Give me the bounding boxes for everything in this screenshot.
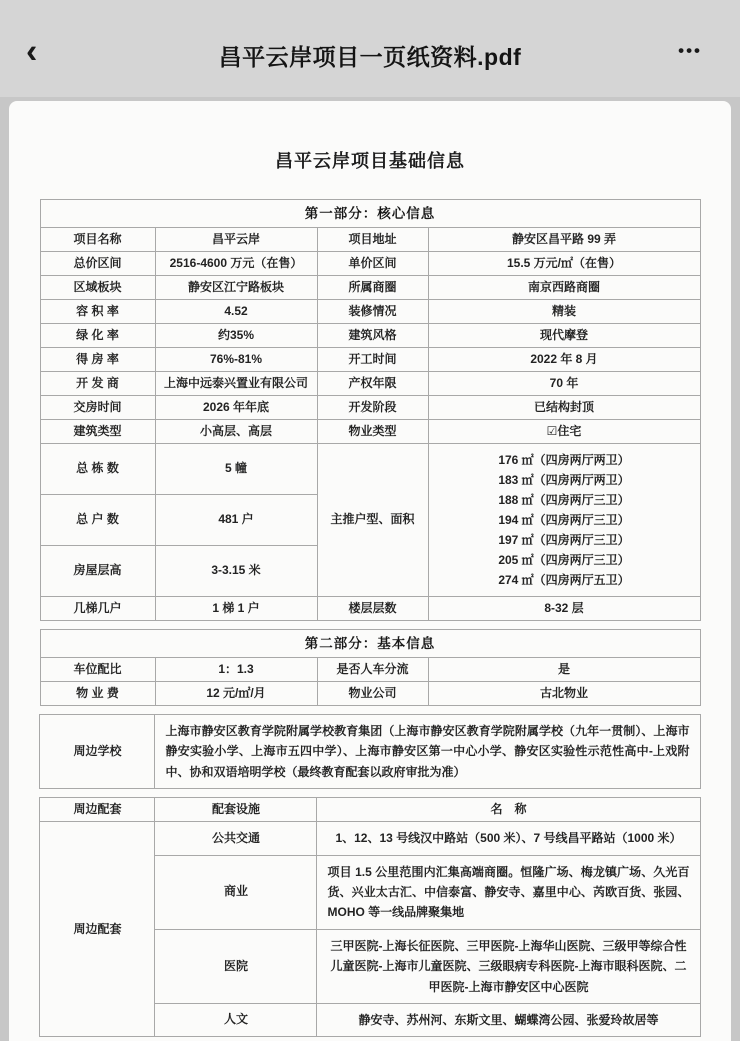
table-row: [40, 396, 700, 420]
field-label: 是否人车分流: [317, 658, 428, 682]
field-value: 2516-4600 万元（在售）: [155, 252, 317, 276]
core-info-table: [40, 199, 701, 621]
school-label: 周边学校: [40, 715, 155, 789]
field-value: 481 户: [155, 495, 317, 546]
table-row: [40, 630, 700, 658]
more-menu-icon[interactable]: •••: [678, 40, 702, 60]
field-value: 静安区昌平路 99 弄: [428, 228, 700, 252]
field-label: 所属商圈: [317, 276, 428, 300]
table-row: [40, 715, 700, 789]
field-value: 12 元/㎡/月: [155, 682, 317, 706]
name-column-header: 名 称: [317, 798, 700, 822]
field-value: 上海中远泰兴置业有限公司: [155, 372, 317, 396]
facility-desc: 1、12、13 号线汉中路站（500 米）、7 号线昌平路站（1000 米）: [317, 822, 700, 855]
unit-item: 197 ㎡（四房两厅三卫）: [498, 533, 630, 547]
field-value: 76%-81%: [155, 348, 317, 372]
field-label: 建筑风格: [317, 324, 428, 348]
section-2-header: 第二部分：基本信息: [40, 630, 700, 658]
peripheral-label: 周边配套: [40, 798, 155, 822]
field-label: 物 业 费: [40, 682, 155, 706]
field-label: 绿 化 率: [40, 324, 155, 348]
table-row: [40, 682, 700, 706]
unit-item: 176 ㎡（四房两厅两卫）: [498, 453, 630, 467]
field-label: 物业公司: [317, 682, 428, 706]
field-label: 房屋层高: [40, 546, 155, 597]
field-label: 区域板块: [40, 276, 155, 300]
field-label: 项目地址: [317, 228, 428, 252]
table-row: [40, 597, 700, 621]
table-row: [40, 228, 700, 252]
field-value: 现代摩登: [428, 324, 700, 348]
table-row: [40, 200, 700, 228]
table-row: [40, 658, 700, 682]
document-title: 昌平云岸项目基础信息: [275, 151, 465, 171]
field-value: 约35%: [155, 324, 317, 348]
facility-desc: 项目 1.5 公里范围内汇集高端商圈。恒隆广场、梅龙镇广场、久光百货、兴业太古汇、中信泰富、静安寺、嘉里中心、芮欧百货、张园、MOHO 等一线品牌聚集地: [317, 855, 700, 929]
school-table: [39, 714, 700, 789]
table-row: [40, 420, 700, 444]
table-row: [40, 822, 700, 855]
facility-desc: 三甲医院-上海长征医院、三甲医院-上海华山医院、三级甲等综合性儿童医院-上海市儿童医院、三级眼病专科医院-上海市眼科医院、二甲医院-上海市静安区中心医院: [317, 929, 700, 1003]
property-type-checkbox-value: ☑住宅: [428, 420, 700, 444]
back-icon[interactable]: ‹: [26, 32, 38, 71]
field-value: 1：1.3: [155, 658, 317, 682]
field-label: 容 积 率: [40, 300, 155, 324]
field-label: 单价区间: [317, 252, 428, 276]
field-value: 4.52: [155, 300, 317, 324]
table-row: [40, 372, 700, 396]
field-label: 开 发 商: [40, 372, 155, 396]
file-title: 昌平云岸项目一页纸资料.pdf: [218, 44, 522, 70]
field-label: 楼层层数: [317, 597, 428, 621]
main-unit-types-label: 主推户型、面积: [317, 444, 428, 597]
field-value: 8-32 层: [428, 597, 700, 621]
field-label: 装修情况: [317, 300, 428, 324]
field-label: 总价区间: [40, 252, 155, 276]
field-value: 静安区江宁路板块: [155, 276, 317, 300]
field-value: 3-3.15 米: [155, 546, 317, 597]
field-label: 项目名称: [40, 228, 155, 252]
field-label: 得 房 率: [40, 348, 155, 372]
table-row: [40, 252, 700, 276]
field-value: 昌平云岸: [155, 228, 317, 252]
app-header: [0, 0, 740, 97]
field-label: 开发阶段: [317, 396, 428, 420]
facility-name: 公共交通: [155, 822, 317, 855]
field-value: 小高层、高层: [155, 420, 317, 444]
field-value: 2022 年 8 月: [428, 348, 700, 372]
unit-item: 205 ㎡（四房两厅三卫）: [498, 553, 630, 567]
field-value: 5 幢: [155, 444, 317, 495]
table-row: [40, 444, 700, 495]
field-label: 车位配比: [40, 658, 155, 682]
facility-desc: 静安寺、苏州河、东斯文里、蝴蝶湾公园、张爱玲故居等: [317, 1003, 700, 1036]
facility-name: 人文: [155, 1003, 317, 1036]
field-value: 1 梯 1 户: [155, 597, 317, 621]
field-value: 南京西路商圈: [428, 276, 700, 300]
table-row: [40, 798, 700, 822]
basic-info-table: [40, 629, 701, 706]
table-row: [40, 348, 700, 372]
facility-name: 医院: [155, 929, 317, 1003]
peripheral-label: 周边配套: [40, 822, 155, 1037]
field-label: 物业类型: [317, 420, 428, 444]
field-value: 古北物业: [428, 682, 700, 706]
main-unit-types-list: [428, 444, 700, 597]
field-value: 精装: [428, 300, 700, 324]
table-row: [40, 276, 700, 300]
unit-item: 183 ㎡（四房两厅两卫）: [498, 473, 630, 487]
field-value: 已结构封顶: [428, 396, 700, 420]
peripheral-table: [39, 797, 700, 1037]
field-label: 交房时间: [40, 396, 155, 420]
unit-item: 274 ㎡（四房两厅五卫）: [498, 573, 630, 587]
pdf-page: [9, 101, 731, 1041]
field-label: 总 户 数: [40, 495, 155, 546]
field-value: 70 年: [428, 372, 700, 396]
field-label: 总 栋 数: [40, 444, 155, 495]
unit-item: 188 ㎡（四房两厅三卫）: [498, 493, 630, 507]
school-text: 上海市静安区教育学院附属学校教育集团（上海市静安区教育学院附属学校（九年一贯制）、上海市静安实验小学、上海市五四中学）、上海市静安区第一中心小学、静安区实验性示范性高中-上戏附中、协和双语培明学校（最终教育配套以政府审批为准）: [155, 715, 700, 789]
field-label: 建筑类型: [40, 420, 155, 444]
section-1-header: 第一部分：核心信息: [40, 200, 700, 228]
unit-item: 194 ㎡（四房两厅三卫）: [498, 513, 630, 527]
field-value: 2026 年年底: [155, 396, 317, 420]
field-value: 是: [428, 658, 700, 682]
facility-name: 商业: [155, 855, 317, 929]
table-row: [40, 300, 700, 324]
field-value: 15.5 万元/㎡（在售）: [428, 252, 700, 276]
table-row: [40, 324, 700, 348]
field-label: 几梯几户: [40, 597, 155, 621]
field-label: 开工时间: [317, 348, 428, 372]
field-label: 产权年限: [317, 372, 428, 396]
facility-column-header: 配套设施: [155, 798, 317, 822]
